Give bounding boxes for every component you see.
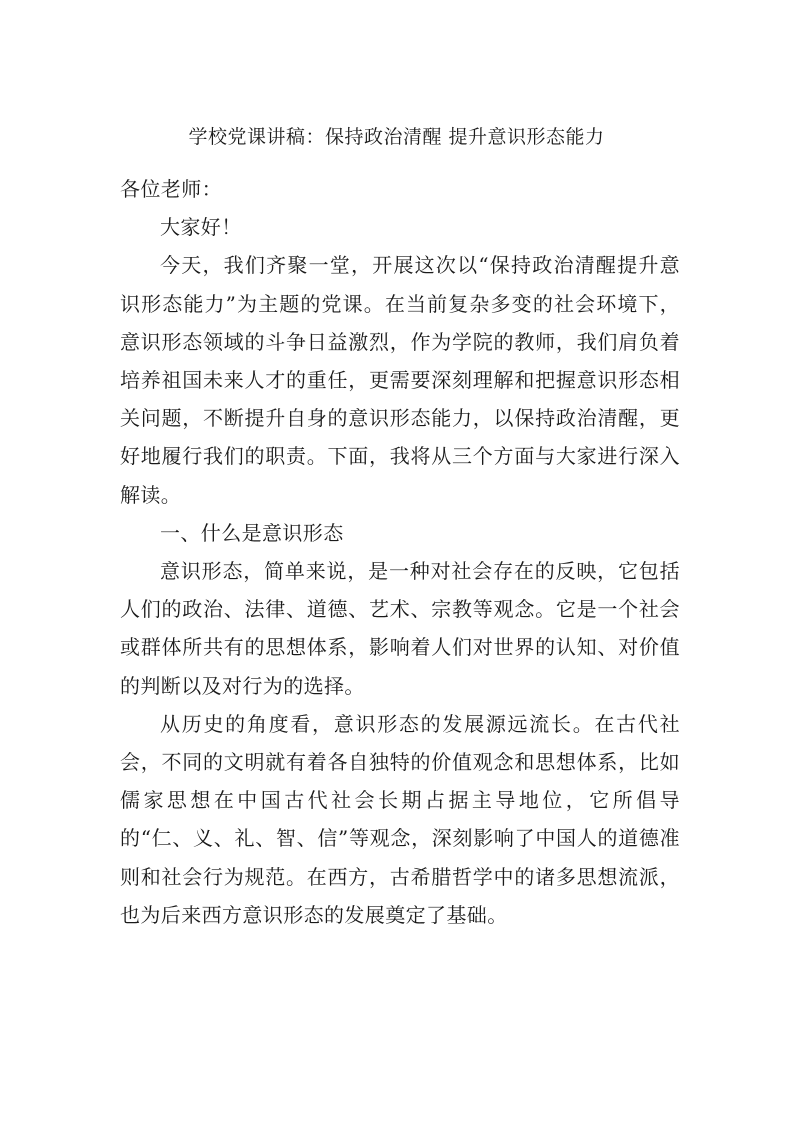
section-1-heading: 一、什么是意识形态 [160, 520, 344, 545]
section-1-paragraph-1: 意识形态，简单来说，是一种对社会存在的反映，它包括人们的政治、法律、道德、艺术、宗教等观念。它是一个社会或群体所共有的思想体系，影响着人们对世界的认知、对价值的判断以及对行为的选择。 [120, 559, 680, 698]
salutation: 各位老师： [120, 177, 222, 201]
greeting: 大家好！ [160, 215, 242, 240]
intro-paragraph: 今天，我们齐聚一堂，开展这次以“保持政治清醒提升意识形态能力”为主题的党课。在当前复杂多变的社会环境下，意识形态领域的斗争日益激烈，作为学院的教师，我们肩负着培养祖国未来人才的重任，更需要深刻理解和把握意识形态相关问题，不断提升自身的意识形态能力，以保持政治清醒，更好地履行我们的职责。下面，我将从三个方面与大家进行深入解读。 [120, 253, 680, 507]
section-1-paragraph-2: 从历史的角度看，意识形态的发展源远流长。在古代社会，不同的文明就有着各自独特的价值观念和思想体系，比如儒家思想在中国古代社会长期占据主导地位，它所倡导的“仁、义、礼、智、信”等观念，深刻影响了中国人的道德准则和社会行为规范。在西方，古希腊哲学中的诸多思想流派，也为后来西方意识形态的发展奠定了基础。 [120, 711, 680, 927]
document-body [120, 170, 680, 934]
document-title: 学校党课讲稿：保持政治清醒 提升意识形态能力 [188, 126, 605, 148]
